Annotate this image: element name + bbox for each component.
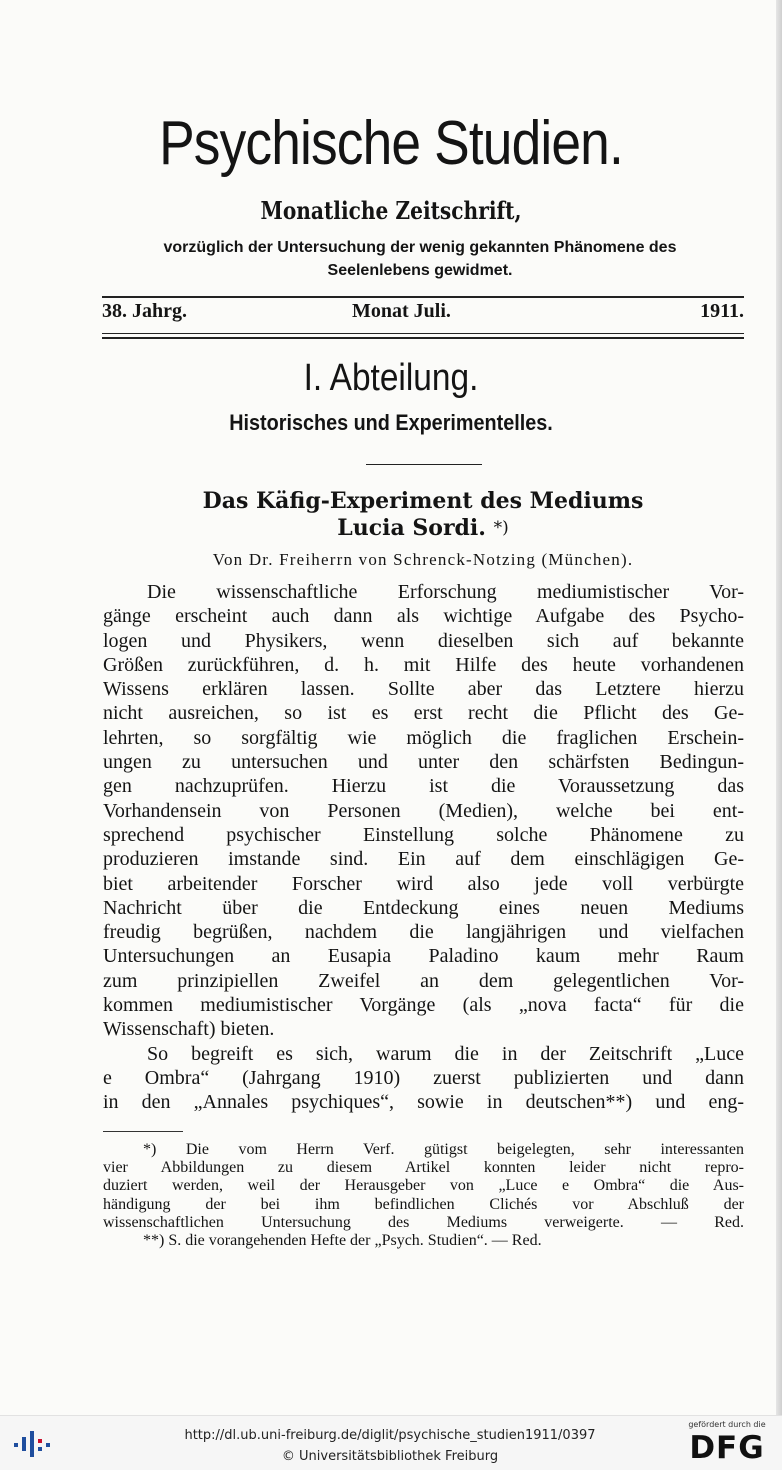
journal-title: Psychische Studien. — [159, 109, 623, 178]
footnote-divider — [103, 1131, 183, 1132]
body-line: Wissens erklären lassen. Sollte aber das Letztere hierzu — [103, 678, 744, 701]
body-line: sprechend psychischer Einstellung solche Phänomene zu — [103, 823, 744, 846]
dfg-logo[interactable]: DFG — [689, 1430, 765, 1466]
body-line: gänge erscheint auch dann als wichtige Aufgabe des Psycho- — [103, 605, 744, 628]
rule-mid-1 — [102, 333, 744, 334]
body-line: in den „Annales psychiques“, sowie in deutschen**) und eng- — [103, 1091, 744, 1114]
section-divider — [366, 464, 482, 465]
body-line: e Ombra“ (Jahrgang 1910) zuerst publizierten und dann — [103, 1066, 744, 1089]
footnote-line: vier Abbildungen zu diesem Artikel konnten leider nicht repro- — [103, 1159, 744, 1177]
body-line: freudig begrüßen, nachdem die langjährigen und vielfachen — [103, 921, 744, 944]
footnote-line: wissenschaftlichen Untersuchung des Mediums verweigerte. — Red. — [103, 1213, 744, 1231]
copyright-notice: © Universitätsbibliothek Freiburg — [281, 1449, 499, 1464]
article-body — [103, 580, 744, 1115]
body-line: Vorhandensein von Personen (Medien), welche bei ent- — [103, 799, 744, 822]
ub-freiburg-logo-icon — [12, 1427, 52, 1461]
body-line: Wissenschaft) bieten. — [103, 1018, 275, 1041]
year-label: 1911. — [700, 300, 744, 322]
body-line: kommen mediumistischer Vorgänge (als „nova facta“ für die — [103, 994, 744, 1017]
body-line: produzieren imstande sind. Ein auf dem einschlägigen Ge- — [103, 848, 744, 871]
body-line: ungen zu untersuchen und unter den schärfsten Bedingun- — [103, 751, 744, 774]
journal-description-line-1: vorzüglich der Untersuchung der wenig gekannten Phänomene des — [163, 239, 677, 256]
footnote-line: händigung der bei ihm befindlichen Clichés vor Abschluß der — [103, 1195, 744, 1213]
body-line: gen nachzuprüfen. Hierzu ist die Voraussetzung das — [103, 775, 744, 798]
footnotes — [103, 1141, 744, 1250]
rule-top-thick — [102, 296, 744, 298]
volume-label: 38. Jahrg. — [102, 300, 187, 322]
body-line: So begreift es sich, warum die in der Zeitschrift „Luce — [147, 1042, 744, 1065]
body-line: Nachricht über die Entdeckung eines neuen Mediums — [103, 896, 744, 919]
page-edge-shadow — [776, 0, 782, 1415]
sponsor-label: gefördert durch die — [688, 1420, 766, 1429]
page-url-link[interactable]: http://dl.ub.uni-freiburg.de/diglit/psychische_studien1911/0397 — [184, 1428, 596, 1443]
section-title: I. Abteilung. — [303, 357, 479, 399]
rule-mid-2 — [102, 337, 744, 339]
body-line: Untersuchungen an Eusapia Paladino kaum mehr Raum — [103, 945, 744, 968]
issue-line — [102, 300, 744, 326]
footnote-line: **) S. die vorangehenden Hefte der „Psych. Studien“. — Red. — [143, 1231, 542, 1249]
body-line: zum prinzipiellen Zweifel an dem gelegentlichen Vor- — [103, 969, 744, 992]
viewer-footer — [0, 1415, 782, 1470]
month-label: Monat Juli. — [352, 300, 451, 322]
footnote-line: duziert werden, weil der Herausgeber von „Luce e Ombra“ die Aus- — [103, 1177, 744, 1195]
section-subtitle: Historisches und Experimentelles. — [229, 410, 553, 435]
article-title-line-1: Das Käfig-Experiment des Mediums — [202, 488, 644, 514]
body-line: lehrten, so sorgfältig wie möglich die fraglichen Erschein- — [103, 726, 744, 749]
body-line: biet arbeitender Forscher wird also jede voll verbürgte — [103, 872, 744, 895]
body-line: Die wissenschaftliche Erforschung mediumistischer Vor- — [147, 581, 744, 603]
byline: Von Dr. Freiherrn von Schrenck-Notzing (München). — [212, 550, 634, 569]
journal-description-line-2: Seelenlebens gewidmet. — [327, 262, 513, 279]
article-title-name: Lucia Sordi. — [337, 515, 486, 541]
body-line: Größen zurückführen, d. h. mit Hilfe des heute vorhandenen — [103, 653, 744, 676]
journal-subtitle: Monatliche Zeitschrift, — [260, 196, 522, 225]
body-line: nicht ausreichen, so ist es erst recht die Pflicht des Ge- — [103, 702, 744, 725]
body-line: logen und Physikers, wenn dieselben sich auf bekannte — [103, 629, 744, 652]
article-title-line-2 — [100, 515, 746, 541]
article-title-footnote-mark: *) — [493, 518, 509, 538]
footnote-line: *) Die vom Herrn Verf. gütigst beigelegten, sehr interessanten — [143, 1141, 744, 1158]
